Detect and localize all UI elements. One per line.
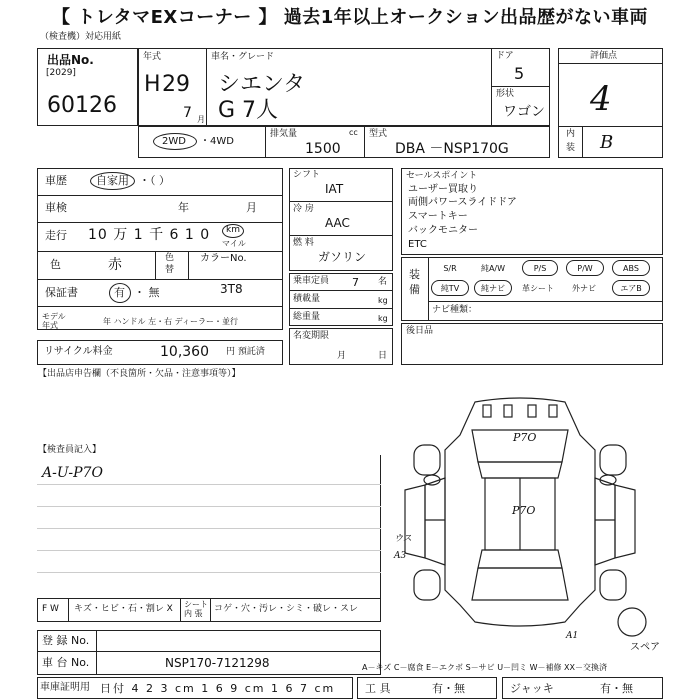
equip-sr: S/R	[443, 263, 457, 273]
year-month: 7	[183, 105, 192, 121]
fuel-label: 燃 料	[293, 238, 314, 248]
sales-point-5: ETC	[408, 239, 427, 250]
equip-ext-navi: 外ナビ	[572, 283, 596, 293]
equip-abs: ABS	[612, 260, 650, 276]
displacement-value: 1500	[305, 141, 341, 157]
equip-leather: 革シート	[522, 283, 554, 293]
inspector-label: 【検査員記入】	[38, 445, 102, 455]
equip-ps: P/S	[522, 260, 558, 276]
sales-point-2: 両側パワースライドドア	[408, 197, 517, 208]
warranty-label: 保証書	[45, 286, 78, 299]
tools-label: 工 具	[365, 682, 391, 695]
capacity-label: 乗車定員	[293, 276, 330, 286]
capacity-unit: 名	[378, 277, 388, 287]
diagram-label-3: ウス	[394, 534, 412, 544]
load-kg: kg	[378, 296, 388, 305]
cc-unit: cc	[349, 128, 358, 137]
sheet-subtitle: （検査機）対応用紙	[40, 32, 122, 42]
load-label: 積載量	[293, 294, 321, 304]
mileage-text: 10 万 1 千 6 1 0	[88, 227, 211, 243]
navi-type: ナビ種類：	[432, 305, 478, 315]
color-value: 赤	[108, 257, 122, 273]
recycle-label: リサイクル料金	[44, 346, 113, 357]
equip-label-2: 備	[409, 283, 420, 296]
color-no-value: 3T8	[220, 282, 243, 296]
shape-label: 形状	[496, 89, 515, 99]
rear-label: 後日品	[406, 326, 434, 336]
seat-label: シート 内 張	[184, 600, 208, 618]
color-label: 色	[50, 258, 61, 271]
year-label: 年式	[143, 52, 162, 62]
drive-2wd: 2WD	[162, 136, 186, 147]
fuel-value: ガソリン	[318, 250, 367, 264]
change-month: 月	[337, 351, 347, 361]
inspection-month: 月	[246, 201, 257, 214]
color-change-2: 替	[165, 265, 175, 275]
drive-4wd: ・4WD	[200, 136, 234, 147]
interior-value: B	[600, 132, 614, 153]
door-value: 5	[514, 64, 525, 83]
displacement-label: 排気量	[270, 129, 298, 139]
inspection-label: 車検	[45, 201, 67, 214]
year-value: 29	[162, 72, 190, 97]
mileage-unit-mile: マイル	[222, 239, 246, 248]
color-no-label: カラーNo.	[200, 253, 247, 264]
lot-label: 出品No.	[47, 53, 94, 67]
grade: G 7人	[218, 98, 279, 123]
chassis-label: 車 台 No.	[42, 656, 90, 669]
equip-tv: 純TV	[431, 280, 469, 296]
interior-label-2: 装	[566, 143, 576, 153]
recycle-unit: 円 預託済	[226, 347, 265, 357]
shape-value: ワゴン	[503, 104, 545, 120]
history-value: 自家用	[96, 174, 129, 187]
seat-text: コゲ・穴・汚レ・シミ・破レ・スレ	[214, 604, 359, 614]
diagram-label-spare: スペア	[630, 642, 660, 653]
door-label: ドア	[496, 51, 514, 61]
ac-value: AAC	[325, 216, 350, 230]
report-label: 【出品店申告欄（不良箇所・欠品・注意事項等）】	[38, 369, 241, 379]
cert-label: 車庫証明用	[40, 682, 90, 693]
color-change-1: 色	[165, 253, 175, 263]
cert-text: 日付 4 2 3 cm 1 6 9 cm 1 6 7 cm	[100, 682, 336, 695]
shift-label: シフト	[293, 170, 321, 180]
recycle-value: 10,360	[160, 344, 209, 360]
fw-label: F W	[42, 604, 59, 614]
equip-airbag: エアB	[612, 280, 650, 296]
lot-year-tag: [2029]	[46, 68, 76, 78]
score-value: 4	[590, 79, 612, 119]
chassis-value: NSP170-7121298	[165, 656, 270, 670]
change-day: 日	[378, 351, 388, 361]
interior-label-1: 内	[566, 129, 576, 139]
page-header: 【 トレタマEXコーナー 】 過去1年以上オークション出品歴がない車両	[52, 7, 648, 28]
capacity-value: 7	[352, 276, 359, 289]
score-label: 評価点	[590, 51, 618, 61]
fw-text: キズ・ヒビ・石・割レ X	[74, 604, 173, 614]
sales-point-1: ユーザー買取り	[408, 184, 478, 195]
weight-label: 総重量	[293, 312, 321, 322]
model-label: 型式	[369, 129, 388, 139]
warranty-yes: 有	[114, 286, 125, 299]
diagram-label-2: P7O	[512, 504, 536, 517]
weight-kg: kg	[378, 314, 388, 323]
rear-box	[401, 323, 663, 365]
diagram-label-4: A3	[394, 551, 407, 561]
change-date-label: 名変期限	[293, 331, 330, 341]
jack-value: 有・無	[600, 682, 633, 695]
inspection-year: 年	[178, 201, 189, 214]
tools-value: 有・無	[432, 682, 465, 695]
mileage-unit-km: km	[226, 225, 240, 235]
equip-pw: P/W	[566, 260, 604, 276]
name-label: 車名・グレード	[211, 52, 275, 62]
year-era: H	[144, 72, 161, 97]
history-rest: ・（ ）	[139, 174, 170, 187]
history-label: 車歴	[45, 174, 67, 187]
equip-aw: 純A/W	[480, 263, 506, 273]
sales-point-3: スマートキー	[408, 211, 468, 222]
equip-label-1: 装	[409, 268, 420, 281]
warranty-no: ・ 無	[134, 286, 160, 299]
lot-number: 60126	[47, 93, 117, 118]
month-unit: 月	[197, 115, 205, 124]
jack-label: ジャッキ	[510, 682, 554, 695]
sales-label: セールスポイント	[406, 171, 478, 181]
damage-legend: A－キズ C－腐食 E－エクボ S－サビ U－凹ミ W－補修 XX－交換済	[362, 663, 608, 672]
diagram-label-5: A1	[566, 631, 579, 641]
reg-label: 登 録 No.	[42, 634, 90, 647]
car-name: シエンタ	[218, 72, 306, 97]
equip-navi: 純ナビ	[474, 280, 512, 296]
mileage-label: 走行	[45, 229, 67, 242]
model-value: DBA －NSP170G	[395, 141, 509, 157]
sales-point-4: バックモニター	[408, 225, 478, 236]
model-change-label: モデル 年式	[42, 312, 66, 330]
shift-value: IAT	[325, 182, 344, 196]
ac-label: 冷 房	[293, 204, 314, 214]
diagram-label-1: P7O	[513, 431, 537, 444]
model-change-rest: 年 ハンドル 左・右 ディーラー・並行	[103, 317, 238, 326]
inspector-note: A-U-P7O	[42, 465, 103, 481]
